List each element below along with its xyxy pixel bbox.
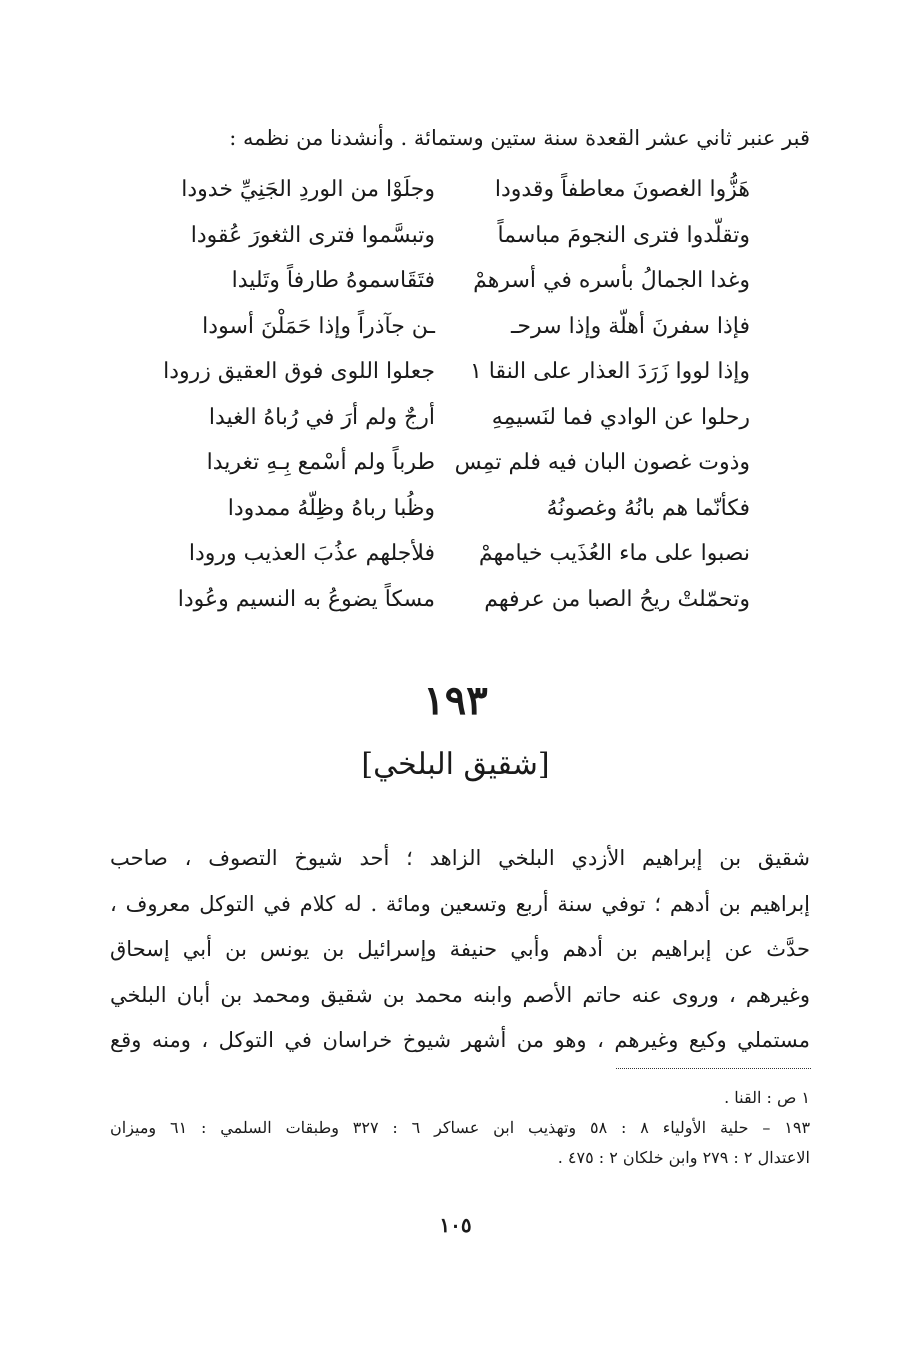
poem-verse	[150, 261, 750, 307]
verse-first-hemistich: وتقلّدوا فترى النجومَ مباسماً	[497, 222, 750, 248]
verse-second-hemistich: جعلوا اللوى فوق العقيق زرودا	[163, 359, 435, 384]
verse-first-hemistich: وتحمّلتْ ريحُ الصبا من عرفهم	[484, 586, 750, 612]
page-number: ١٠٥	[439, 1213, 472, 1237]
poem	[150, 170, 750, 625]
verse-first-hemistich: هَزُّوا الغصونَ معاطفاً وقدودا	[494, 177, 750, 202]
footnote-1: ١ ص : القنا .	[724, 1088, 810, 1107]
footnote-sources-line: الاعتدال ٢ : ٢٧٩ وابن خلكان ٢ : ٤٧٥ .	[557, 1148, 810, 1167]
intro-line: قبر عنبر ثاني عشر القعدة سنة ستين وستمائة . وأنشدنا من نظمه :	[229, 126, 810, 150]
biography-paragraph	[110, 838, 810, 1066]
verse-first-hemistich: نصبوا على ماء العُذَيب خيامهمْ	[478, 541, 750, 566]
poem-verse	[150, 170, 750, 216]
poem-verse	[150, 398, 750, 444]
verse-second-hemistich: فلأجلهم عذُبَ العذيب ورودا	[188, 541, 435, 566]
poem-verse	[150, 307, 750, 353]
verse-first-hemistich: وإذا لووا زَرَدَ العذار على النقا ١	[469, 359, 750, 384]
verse-second-hemistich: وظُبا رباهُ وظِلّهُ ممدودا	[227, 495, 435, 521]
footnote-separator	[616, 1068, 811, 1069]
poem-verse	[150, 352, 750, 398]
verse-second-hemistich: وجلَوْا من الوردِ الجَنِيِّ خدودا	[181, 177, 435, 202]
poem-verse	[150, 580, 750, 626]
verse-second-hemistich: مسكاً يضوعُ به النسيم وعُودا	[177, 586, 435, 612]
paragraph-line: إبراهيم بن أدهم ؛ توفي سنة أربع وتسعين ومائة . له كلام في التوكل معروف ،	[110, 891, 810, 916]
paragraph-line: مستملي وكيع وغيرهم ، وهو من أشهر شيوخ خراسان في التوكل ، ومنه وقع	[110, 1028, 810, 1052]
poem-verse	[150, 534, 750, 580]
verse-second-hemistich: طرباً ولم أسْمع بِـهِ تغريدا	[206, 450, 435, 475]
verse-first-hemistich: رحلوا عن الوادي فما لنَسيمِهِ	[491, 404, 750, 430]
footnote-sources-line: ١٩٣ – حلية الأولياء ٨ : ٥٨ وتهذيب ابن عساكر ٦ : ٣٢٧ وطبقات السلمي : ٦١ وميزان	[110, 1118, 811, 1137]
poem-verse	[150, 216, 750, 262]
verse-first-hemistich: فإذا سفرنَ أهلّة وإذا سرحـ	[510, 313, 750, 339]
verse-second-hemistich: فتَقَاسموهُ طارفاً وتَليدا	[231, 268, 435, 293]
verse-second-hemistich: وتبسَّموا فترى الثغورَ عُقودا	[190, 222, 435, 248]
verse-first-hemistich: وذوت غصون البان فيه فلم تمِس	[454, 450, 750, 475]
entry-number: ١٩٣	[423, 677, 488, 724]
paragraph-line: وغيرهم ، وروى عنه حاتم الأصم وابنه محمد بن شقيق ومحمد بن أبان البلخي	[110, 982, 810, 1007]
paragraph-line: شقيق بن إبراهيم الأزدي البلخي الزاهد ؛ أحد شيوخ التصوف ، صاحب	[110, 846, 810, 870]
poem-verse	[150, 489, 750, 535]
verse-second-hemistich: أرجٌ ولم أرَ في رُباهُ الغيدا	[208, 404, 435, 430]
verse-first-hemistich: وغدا الجمالُ بأسره في أسرهمْ	[473, 268, 750, 293]
verse-first-hemistich: فكأنّما هم بانُهُ وغصونُهُ	[546, 495, 750, 521]
entry-heading: [شقيق البلخي]	[361, 747, 550, 782]
paragraph-line: حدَّث عن إبراهيم بن أدهم وأبي حنيفة وإسرائيل بن يونس بن أبي إسحاق	[110, 937, 810, 961]
footnotes	[110, 1084, 810, 1174]
verse-second-hemistich: ـن جآذراً وإذا حَمَلْنَ أسودا	[202, 313, 435, 339]
poem-verse	[150, 443, 750, 489]
